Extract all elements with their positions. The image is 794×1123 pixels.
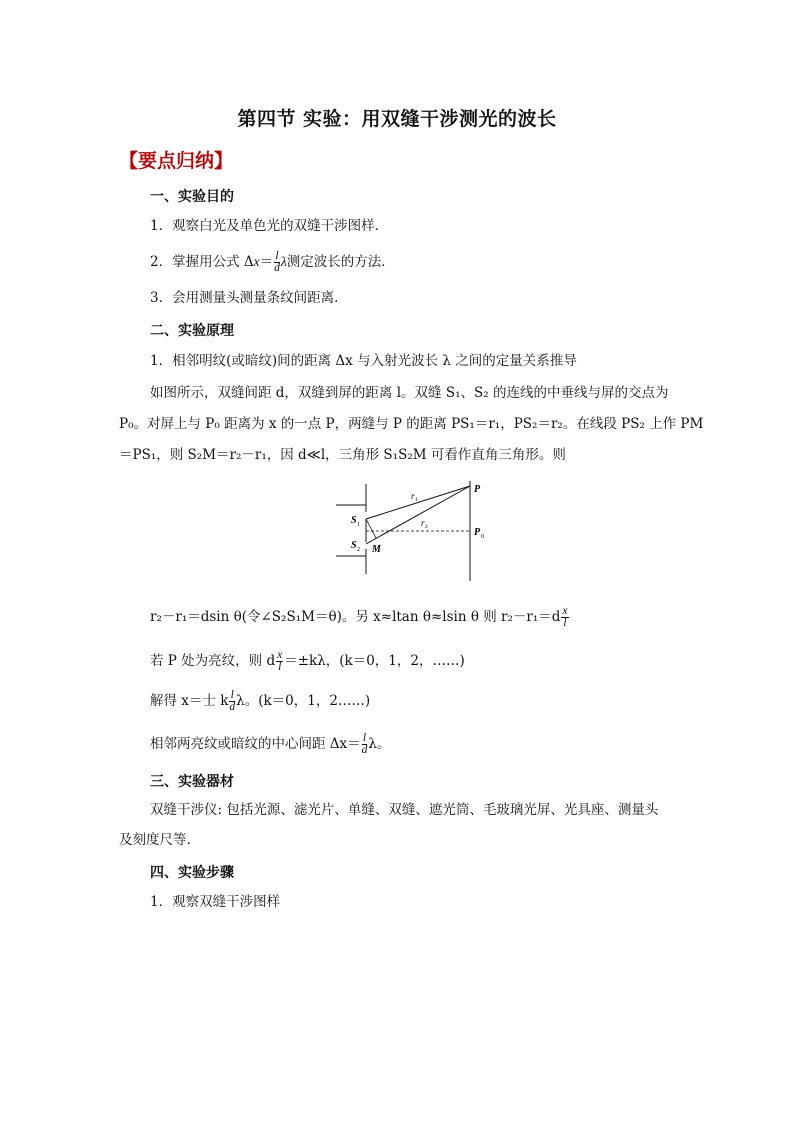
label-p0: P xyxy=(474,527,481,538)
label-s2-sub: 2 xyxy=(357,547,360,553)
principle-para-line-2: P₀。对屏上与 P₀ 距离为 x 的一点 P，两缝与 P 的距离 PS₁＝r₁，PS₂＝r₂。在线段 PS₂ 上作 PM xyxy=(119,416,704,432)
label-s1-sub: 1 xyxy=(357,522,360,528)
purpose-item-1: 1．观察白光及单色光的双缝干涉图样． xyxy=(150,218,389,234)
purpose-item-2-text-a: 2．掌握用公式 Δ xyxy=(150,254,254,270)
fraction-numerator: l xyxy=(230,689,234,701)
section-heading-principle: 二、实验原理 xyxy=(150,323,234,339)
fraction-denominator: d xyxy=(361,744,368,756)
principle-para-line-3: ＝PS₁，则 S₂M＝r₂－r₁，因 d≪l，三角形 S₁S₂M 可看作直角三角形。则 xyxy=(119,447,566,463)
fraction-x-over-l xyxy=(561,606,568,629)
principle-item-1: 1．相邻明纹(或暗纹)间的距离 Δx 与入射光波长 λ 之间的定量关系推导 xyxy=(150,353,577,369)
fraction-denominator: l xyxy=(563,617,567,629)
equation-path-difference-text: r₂－r₁＝dsin θ(令∠S₂S₁M＝θ)。另 x≈ltan θ≈lsin θ 则 r₂－r₁＝d xyxy=(150,609,561,625)
fraction-numerator: x xyxy=(277,649,283,661)
label-s2: S xyxy=(351,540,357,551)
fraction-l-over-d xyxy=(229,690,235,713)
label-s1: S xyxy=(351,515,357,526)
fraction-x-over-l xyxy=(276,650,283,673)
equation-solution-x-text-a: 解得 x＝士 k xyxy=(150,693,229,709)
label-p0-sub: 0 xyxy=(481,534,484,540)
fraction-denominator: d xyxy=(229,701,236,713)
ray-r1 xyxy=(366,486,470,519)
fraction-l-over-d xyxy=(362,733,368,756)
segment-s1-m xyxy=(366,519,376,538)
summary-heading: 【要点归纳】 xyxy=(119,150,234,172)
equipment-line-1: 双缝干涉仪: 包括光源、滤光片、单缝、双缝、遮光筒、毛玻璃光屏、光具座、测量头 xyxy=(150,802,659,818)
ray-r2 xyxy=(366,486,470,544)
equation-solution-x xyxy=(150,690,370,713)
page-title: 第四节 实验：用双缝干涉测光的波长 xyxy=(237,108,557,130)
equation-path-difference xyxy=(150,606,570,629)
procedure-item-1: 1．观察双缝干涉图样 xyxy=(150,894,281,910)
equation-bright-fringe-text-a: 若 P 处为亮纹，则 d xyxy=(150,653,276,669)
equation-bright-fringe xyxy=(150,650,465,673)
double-slit-diagram xyxy=(330,478,510,584)
label-r2-sub: 2 xyxy=(425,524,428,530)
equation-solution-x-text-b: λ。(k＝0，1，2……) xyxy=(236,693,371,709)
purpose-item-3: 3．会用测量头测量条纹间距离． xyxy=(150,290,348,306)
section-heading-equipment: 三、实验器材 xyxy=(150,774,234,790)
purpose-item-2 xyxy=(150,251,395,274)
equation-fringe-spacing xyxy=(150,733,390,756)
label-p: P xyxy=(474,484,481,495)
fraction-numerator: l xyxy=(362,732,367,744)
purpose-item-2-lambda: λ xyxy=(280,254,287,269)
equipment-line-2: 及刻度尺等. xyxy=(119,832,191,848)
principle-para-line-1: 如图所示，双缝间距 d，双缝到屏的距离 l。双缝 S₁、S₂ 的连线的中垂线与屏的交点为 xyxy=(150,385,669,401)
purpose-item-2-eq: ＝ xyxy=(259,254,274,270)
label-m: M xyxy=(372,544,381,555)
equation-fringe-spacing-text-b: λ。 xyxy=(368,736,391,752)
fraction-denominator: l xyxy=(278,661,282,673)
purpose-item-2-text-b: 测定波长的方法． xyxy=(286,254,395,270)
section-heading-procedure: 四、实验步骤 xyxy=(150,865,234,881)
purpose-item-2-x: x xyxy=(253,254,260,269)
label-r2: r xyxy=(421,518,425,528)
label-r1-sub: 1 xyxy=(415,497,418,503)
equation-fringe-spacing-text-a: 相邻两亮纹或暗纹的中心间距 Δx＝ xyxy=(150,736,361,752)
fraction-numerator: l xyxy=(275,250,279,262)
section-heading-purpose: 一、实验目的 xyxy=(150,189,234,205)
fraction-numerator: x xyxy=(562,605,568,617)
equation-bright-fringe-text-b: ＝±kλ，(k＝0，1，2，……) xyxy=(284,653,465,669)
fraction-l-over-d xyxy=(274,251,280,274)
label-r1: r xyxy=(411,491,415,501)
fraction-denominator: d xyxy=(274,262,280,274)
